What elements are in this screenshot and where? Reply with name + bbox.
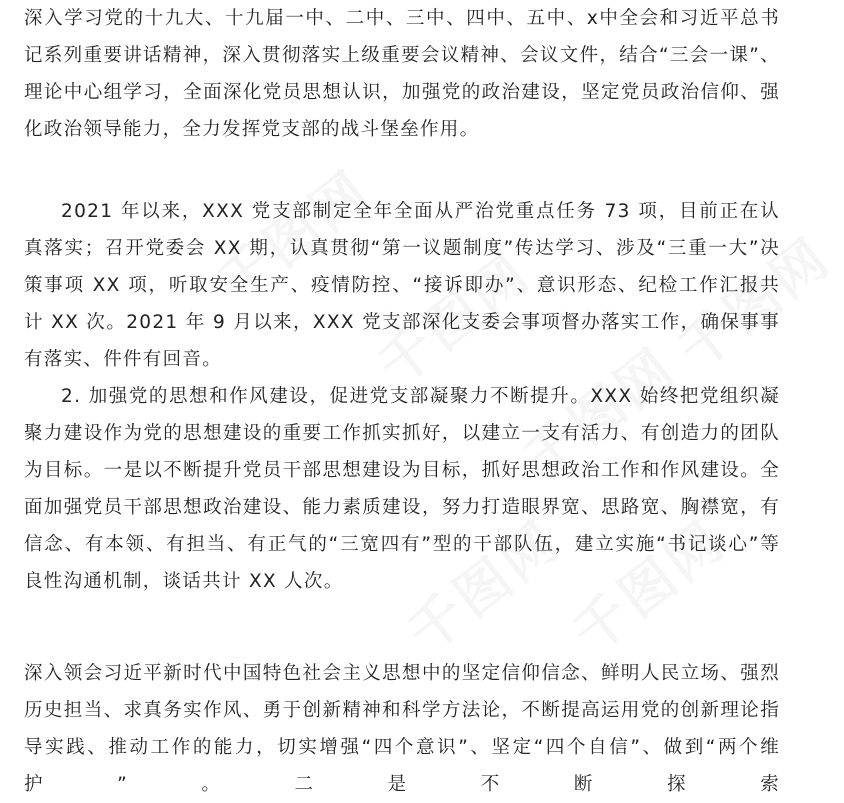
paragraph-cohesion-building: 2. 加强党的思想和作风建设，促进党支部凝聚力不断提升。XXX 始终把党组织凝聚力建设作为党的思想建设的重要工作抓实抓好，以建立一支有活力、有创造力的团队为目标。一是以不断提升党员干部思想建设为目标，抓好思想政治工作和作风建设。全面加强党员干部思想政治建设、能力素质建设，努力打造眼界宽、思路宽、胸襟宽，有信念、有本领、有担当、有正气的“三宽四有”型的干部队伍，建立实施“书记谈心”等良性沟通机制，谈话共计 XX 人次。 bbox=[24, 386, 780, 592]
watermark-logo: 千图网 bbox=[366, 241, 543, 399]
paragraph-2021-tasks: 2021 年以来，XXX 党支部制定全年全面从严治党重点任务 73 项，目前正在认真落实；召开党委会 XX 期，认真贯彻“第一议题制度”传达学习、涉及“三重一大”决策事项 XX 项，听取安全生产、疫情防控、“接诉即办”、意识形态、纪检工作汇报共计 XX 次。2021 年 9 月以来，XXX 党支部深化支委会事项督办落实工作，确保事事有落实、件件有回音。 bbox=[24, 201, 780, 370]
paragraph-study-spirit: 深入学习党的十九大、十九届一中、二中、三中、四中、五中、x中全会和习近平总书记系列重要讲话精神，深入贯彻落实上级重要会议精神、会议文件，结合“三会一课”、理论中心组学习，全面深化党员思想认识，加强党的政治建设，坚定党员政治信仰、强化政治领导能力，全力发挥党支部的战斗堡垒作用。 bbox=[24, 8, 780, 140]
watermark-logo: 千图网 bbox=[561, 508, 738, 666]
watermark-logo: 千图网 bbox=[511, 335, 688, 493]
watermark-logo: 千图网 bbox=[206, 158, 383, 316]
watermark-logo: 千图网 bbox=[396, 508, 573, 666]
paragraph-new-era-thought: 深入领会习近平新时代中国特色社会主义思想中的坚定信仰信念、鲜明人民立场、强烈历史担当、求真务实作风、勇于创新精神和科学方法论，不断提高运用党的创新理论指导实践、推动工作的能力，切实增强“四个意识”、坚定“四个自信”、做到“两个维护”。二是不断探索 bbox=[24, 663, 780, 795]
watermark-logo: 千图网 bbox=[666, 225, 843, 383]
